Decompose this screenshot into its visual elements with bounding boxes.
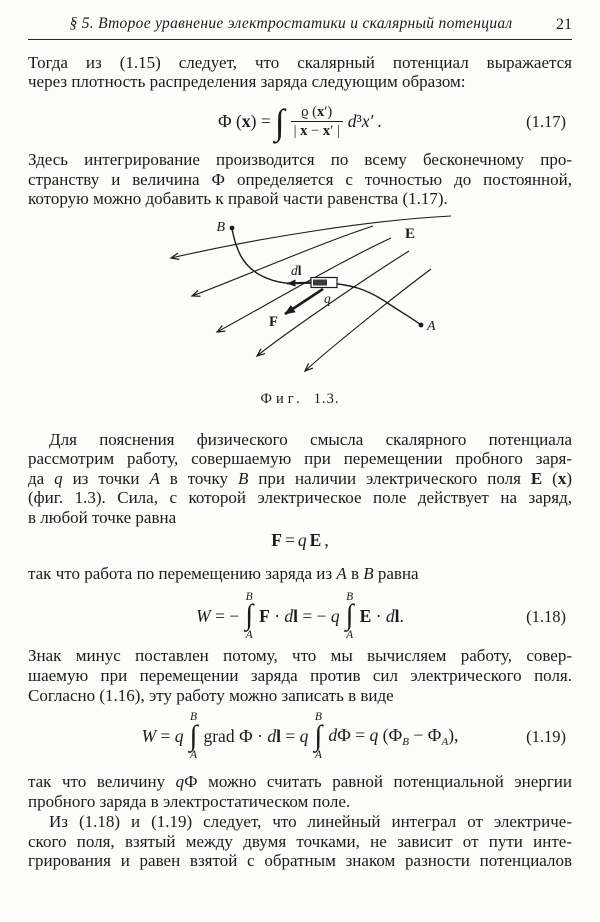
figure-1-3-block: [28, 213, 572, 410]
equation-end: E · dl.: [359, 605, 404, 626]
equation-end: dФ = q $(Ф_B - Ф_A)$,: [328, 724, 459, 748]
label-dl: dl: [291, 262, 302, 278]
text-line: Для пояснения физического смысла скалярного потенциала: [49, 429, 572, 449]
figure-caption-number: 1.3.: [313, 390, 340, 407]
text-line: Согласно (1.16), эту работу можно записать в виде: [28, 685, 394, 705]
text-line: да q из точки A в точку B при наличии электрического поля E (x): [28, 468, 572, 488]
text-line: грирования и равен взятой с обратным знаком разности потенциалов: [28, 851, 572, 871]
text-line: Знак минус поставлен потому, что мы вычисляем работу, совер-: [28, 646, 572, 666]
text-line: так что работа по перемещению заряда из A в B равна: [28, 564, 419, 584]
text-line: Из (1.18) и (1.19) следует, что линейный интеграл от электриче-: [49, 812, 572, 832]
text-line: через плотность распределения заряда следующим образом:: [28, 72, 466, 92]
label-f: F: [269, 313, 278, 330]
figure-caption: [28, 390, 572, 410]
equation-tag: (1.17): [526, 112, 566, 132]
equation-lhs: Ф (x) =: [217, 111, 271, 132]
text-line: рассмотрим работу, совершаемую при перемещении пробного заря-: [28, 449, 572, 469]
fraction: [291, 103, 343, 141]
paragraph-4: [28, 564, 572, 584]
text-line: (фиг. 1.3). Сила, с которой электрическое поле действует на заряд,: [28, 488, 572, 508]
equation-body: [196, 592, 404, 642]
text-line: которую можно добавить к правой части равенства (1.17).: [28, 189, 448, 209]
integral-upper-limit: B: [314, 711, 322, 724]
integral-sign: ∫: [345, 599, 354, 632]
equation-middle: grad Ф · dl = q: [203, 726, 309, 747]
equation-tag: (1.18): [526, 606, 566, 626]
equation-1-17: [28, 103, 572, 141]
page-number: 21: [556, 16, 572, 33]
point-a-dot: [419, 323, 424, 328]
integral-with-limits: [245, 592, 253, 642]
integral-upper-limit: B: [245, 590, 253, 603]
equation-1-18: [28, 592, 572, 642]
text-line: так что величину qФ можно считать равной потенциальной энергии: [28, 771, 572, 791]
paragraph-7: [28, 812, 572, 871]
integral-upper-limit: B: [346, 590, 354, 603]
text-line: ского поля, взятый между двумя точками, не зависит от пути инте-: [28, 831, 572, 851]
label-q: q: [324, 290, 331, 306]
integral-with-limits: [346, 592, 354, 642]
equation-lhs: W = −: [196, 605, 240, 626]
text-line: шаемую при перемещении заряда против сил электрического поля.: [28, 666, 572, 686]
equation-f-qe: [28, 531, 572, 551]
fraction-numerator: ϱ (x′): [301, 103, 333, 120]
text-line: в любой точке равна: [28, 507, 177, 527]
fraction-denominator: | x − x′ |: [291, 121, 343, 141]
text-line: странству и величина Ф определяется с точностью до постоянной,: [28, 169, 572, 189]
integral-lower-limit: A: [346, 628, 354, 641]
equation-body: F = q E ,: [271, 530, 329, 551]
dl-arrow: [287, 282, 311, 283]
figure-caption-label: Фиг.: [260, 390, 304, 407]
integral-with-limits: [314, 712, 322, 762]
integral-sign: ∫: [245, 599, 254, 632]
figure-1-3: [133, 213, 473, 385]
integral-upper-limit: B: [189, 711, 198, 724]
charge-rect-fill: [313, 279, 327, 285]
integral-sign: ∫: [189, 719, 198, 752]
equation-body: [142, 712, 459, 762]
integral-lower-limit: A: [314, 749, 322, 762]
paragraph-5: [28, 646, 572, 705]
text-line: Тогда из (1.15) следует, что скалярный потенциал выражается: [28, 52, 572, 72]
label-b: B: [216, 219, 225, 235]
equation-body: [218, 103, 382, 141]
integral-with-limits: [190, 712, 198, 762]
text-line: Здесь интегрирование производится по всему бесконечному про-: [28, 150, 572, 170]
integral-sign: ∫: [274, 101, 285, 142]
equation-differential: d³x′ .: [347, 111, 383, 132]
integral-lower-limit: A: [189, 749, 198, 762]
equation-lhs: W = q: [141, 726, 184, 747]
equation-middle: F · dl = − q: [259, 605, 340, 626]
text-line: пробного заряда в электростатическом поле.: [28, 791, 351, 811]
section-title: § 5. Второе уравнение электростатики и скалярный потенциал: [69, 15, 513, 32]
equation-tag: (1.19): [526, 727, 566, 747]
paragraph-1: [28, 53, 572, 92]
integral-sign: ∫: [314, 719, 323, 752]
label-a: A: [427, 318, 436, 334]
paragraph-6: [28, 772, 572, 811]
paragraph-2: [28, 150, 572, 209]
running-header: [28, 14, 572, 40]
label-e: E: [405, 225, 416, 242]
force-arrow: [285, 289, 323, 314]
paragraph-3: [28, 430, 572, 528]
point-b-dot: [230, 226, 235, 231]
equation-1-19: [28, 712, 572, 762]
integral-lower-limit: A: [245, 628, 253, 641]
